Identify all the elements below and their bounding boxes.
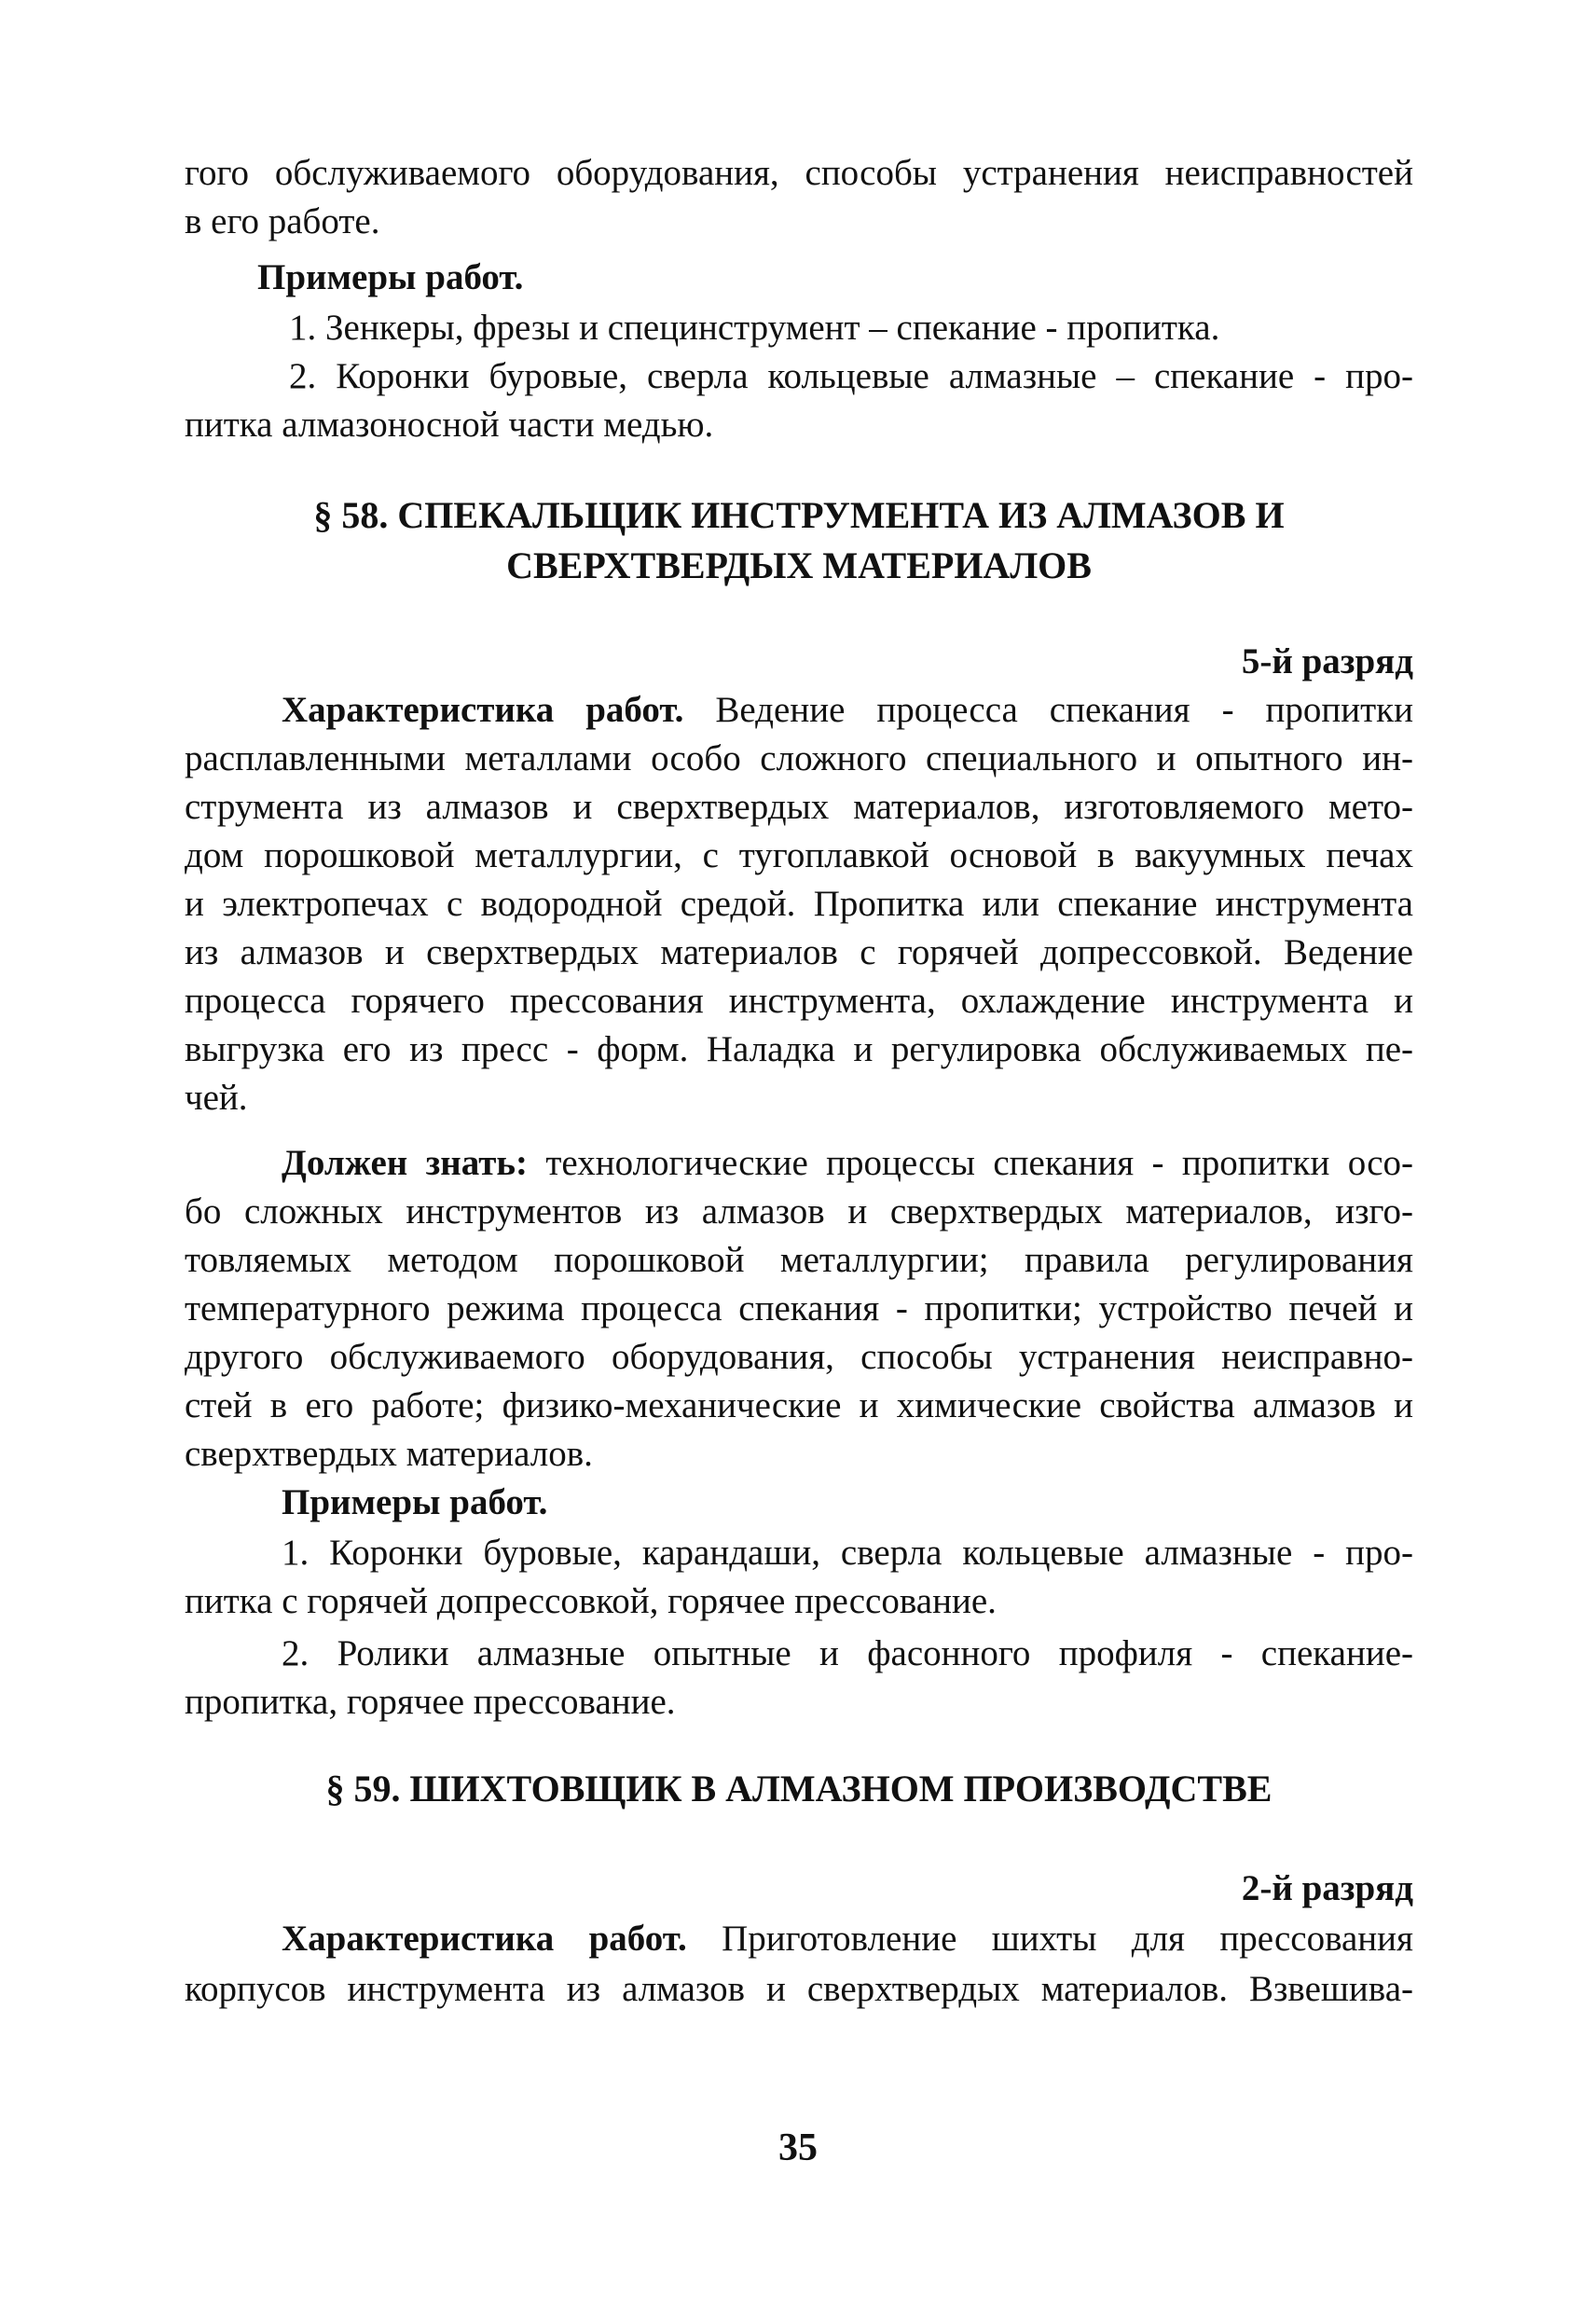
text-line: товляемых методом порошковой металлургии; правила регулирования [185, 1240, 1413, 1280]
text-line: струмента из алмазов и сверхтвердых материалов, изготовляемого мето- [185, 787, 1413, 827]
text-line: другого обслуживаемого оборудования, способы устранения неисправно- [185, 1337, 1413, 1377]
text-line: температурного режима процесса спекания - пропитки; устройство печей и [185, 1288, 1413, 1328]
example-item: 2. Коронки буровые, сверла кольцевые алмазные – спекание - про- [289, 356, 1413, 396]
text-line: дом порошковой металлургии, с тугоплавкой основой в вакуумных печах [185, 835, 1413, 875]
grade-label: 5-й разряд [1241, 641, 1413, 681]
text-line: чей. [185, 1078, 248, 1118]
text-line: стей в его работе; физико-механические и химические свойства алмазов и [185, 1385, 1413, 1425]
text-line: корпусов инструмента из алмазов и сверхтвердых материалов. Взвешива- [185, 1969, 1413, 2009]
paragraph-first-line [282, 1139, 1413, 1188]
text-line: выгрузка его из пресс - форм. Наладка и регулировка обслуживаемых пе- [185, 1029, 1413, 1069]
example-item: питка алмазоносной части медью. [185, 405, 714, 445]
section-title: СВЕРХТВЕРДЫХ МАТЕРИАЛОВ [506, 544, 1092, 586]
paragraph-first-line [282, 686, 1413, 735]
example-item: 1. Зенкеры, фрезы и специнструмент – спекание - пропитка. [289, 308, 1220, 348]
characteristics-text: Ведение процесса спекания - пропитки [715, 690, 1414, 730]
paragraph-first-line [282, 1915, 1413, 1963]
characteristics-text: Приготовление шихты для прессования [722, 1919, 1413, 1959]
section-title: § 58. СПЕКАЛЬЩИК ИНСТРУМЕНТА ИЗ АЛМАЗОВ И [313, 494, 1285, 536]
characteristics-label: Характеристика работ. [282, 690, 684, 730]
example-item: 2. Ролики алмазные опытные и фасонного профиля - спекание- [282, 1633, 1413, 1673]
examples-heading: Примеры работ. [257, 257, 524, 297]
text-line: сверхтвердых материалов. [185, 1434, 593, 1474]
section-title: § 59. ШИХТОВЩИК В АЛМАЗНОМ ПРОИЗВОДСТВЕ [325, 1768, 1273, 1810]
must-know-text: технологические процессы спекания - пропитки осо- [545, 1143, 1413, 1183]
text-line: в его работе. [185, 201, 380, 241]
text-line: из алмазов и сверхтвердых материалов с горячей допрессовкой. Ведение [185, 932, 1413, 972]
text-line: и электропечах с водородной средой. Пропитка или спекание инструмента [185, 884, 1413, 924]
example-item: пропитка, горячее прессование. [185, 1682, 676, 1722]
text-line: бо сложных инструментов из алмазов и сверхтвердых материалов, изго- [185, 1191, 1413, 1232]
text-line: гого обслуживаемого оборудования, способы устранения неисправностей [185, 153, 1413, 193]
grade-label: 2-й разряд [1241, 1868, 1413, 1908]
page-number: 35 [778, 2126, 818, 2169]
must-know-label: Должен знать: [282, 1143, 529, 1183]
text-line: расплавленными металлами особо сложного специального и опытного ин- [185, 738, 1413, 778]
example-item: питка с горячей допрессовкой, горячее прессование. [185, 1581, 997, 1621]
text-line: процесса горячего прессования инструмента, охлаждение инструмента и [185, 981, 1413, 1021]
example-item: 1. Коронки буровые, карандаши, сверла кольцевые алмазные - про- [282, 1533, 1413, 1573]
examples-heading: Примеры работ. [282, 1482, 548, 1522]
characteristics-label: Характеристика работ. [282, 1919, 687, 1959]
